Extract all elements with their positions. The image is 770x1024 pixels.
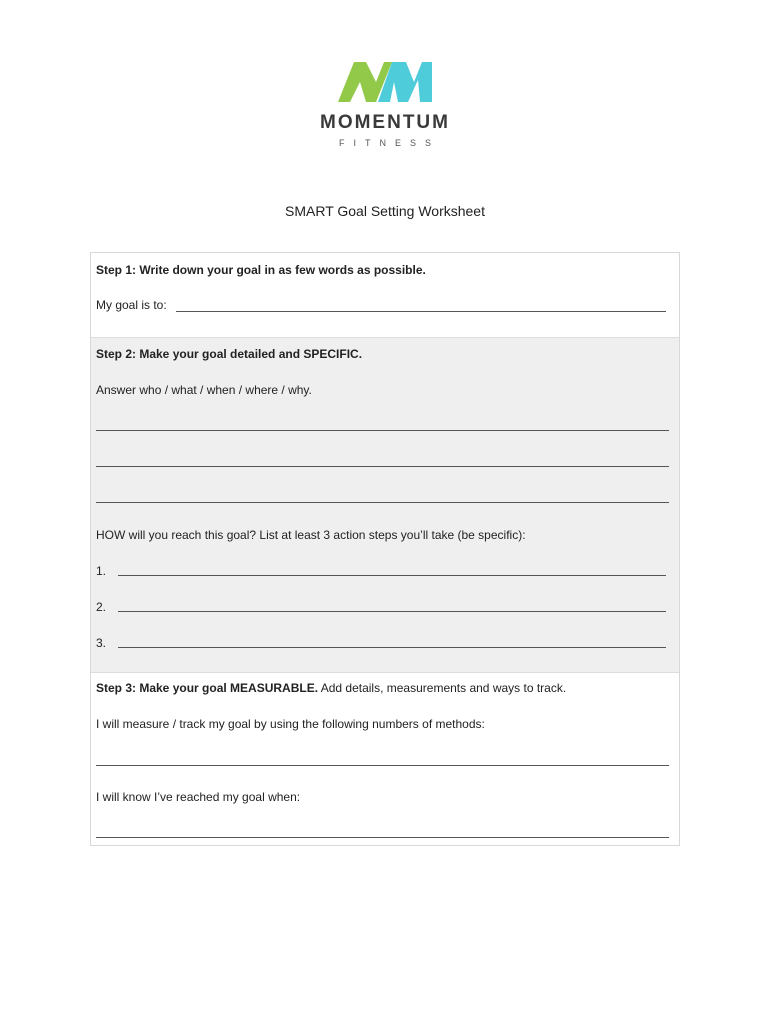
know-prompt: I will know I’ve reached my goal when: (96, 790, 301, 804)
logo-wordmark: MOMENTUM (320, 112, 450, 133)
momentum-fitness-logo (300, 52, 470, 152)
know-answer-line[interactable] (96, 837, 669, 838)
logo-mark-icon (336, 58, 434, 104)
action-step-number: 3. (96, 636, 107, 650)
action-step-number: 2. (96, 600, 107, 614)
worksheet-table (90, 252, 680, 846)
specific-answer-line[interactable] (96, 502, 669, 503)
step3-heading-rest: Add details, measurements and ways to track. (318, 681, 567, 695)
step3-heading-bold: Step 3: Make your goal MEASURABLE. (96, 681, 319, 695)
step1-heading: Step 1: Write down your goal in as few words as possible. (96, 263, 426, 277)
action-step-line[interactable] (118, 647, 666, 648)
measure-prompt: I will measure / track my goal by using the following numbers of methods: (96, 717, 485, 731)
step1-section (91, 253, 679, 337)
action-step-line[interactable] (118, 575, 666, 576)
action-step-line[interactable] (118, 611, 666, 612)
step2-section (91, 337, 679, 673)
specific-answer-line[interactable] (96, 466, 669, 467)
step3-heading (96, 681, 566, 695)
step2-heading: Step 2: Make your goal detailed and SPECIFIC. (96, 347, 363, 361)
page-title: SMART Goal Setting Worksheet (285, 203, 485, 219)
how-prompt: HOW will you reach this goal? List at least 3 action steps you’ll take (be specific): (96, 528, 526, 542)
action-step-number: 1. (96, 564, 107, 578)
measure-answer-line[interactable] (96, 765, 669, 766)
step1-prompt: My goal is to: (96, 298, 167, 312)
step3-section (91, 673, 679, 845)
step2-prompt: Answer who / what / when / where / why. (96, 383, 312, 397)
goal-answer-line[interactable] (176, 311, 666, 312)
specific-answer-line[interactable] (96, 430, 669, 431)
logo-subtitle: FITNESS (338, 138, 440, 148)
